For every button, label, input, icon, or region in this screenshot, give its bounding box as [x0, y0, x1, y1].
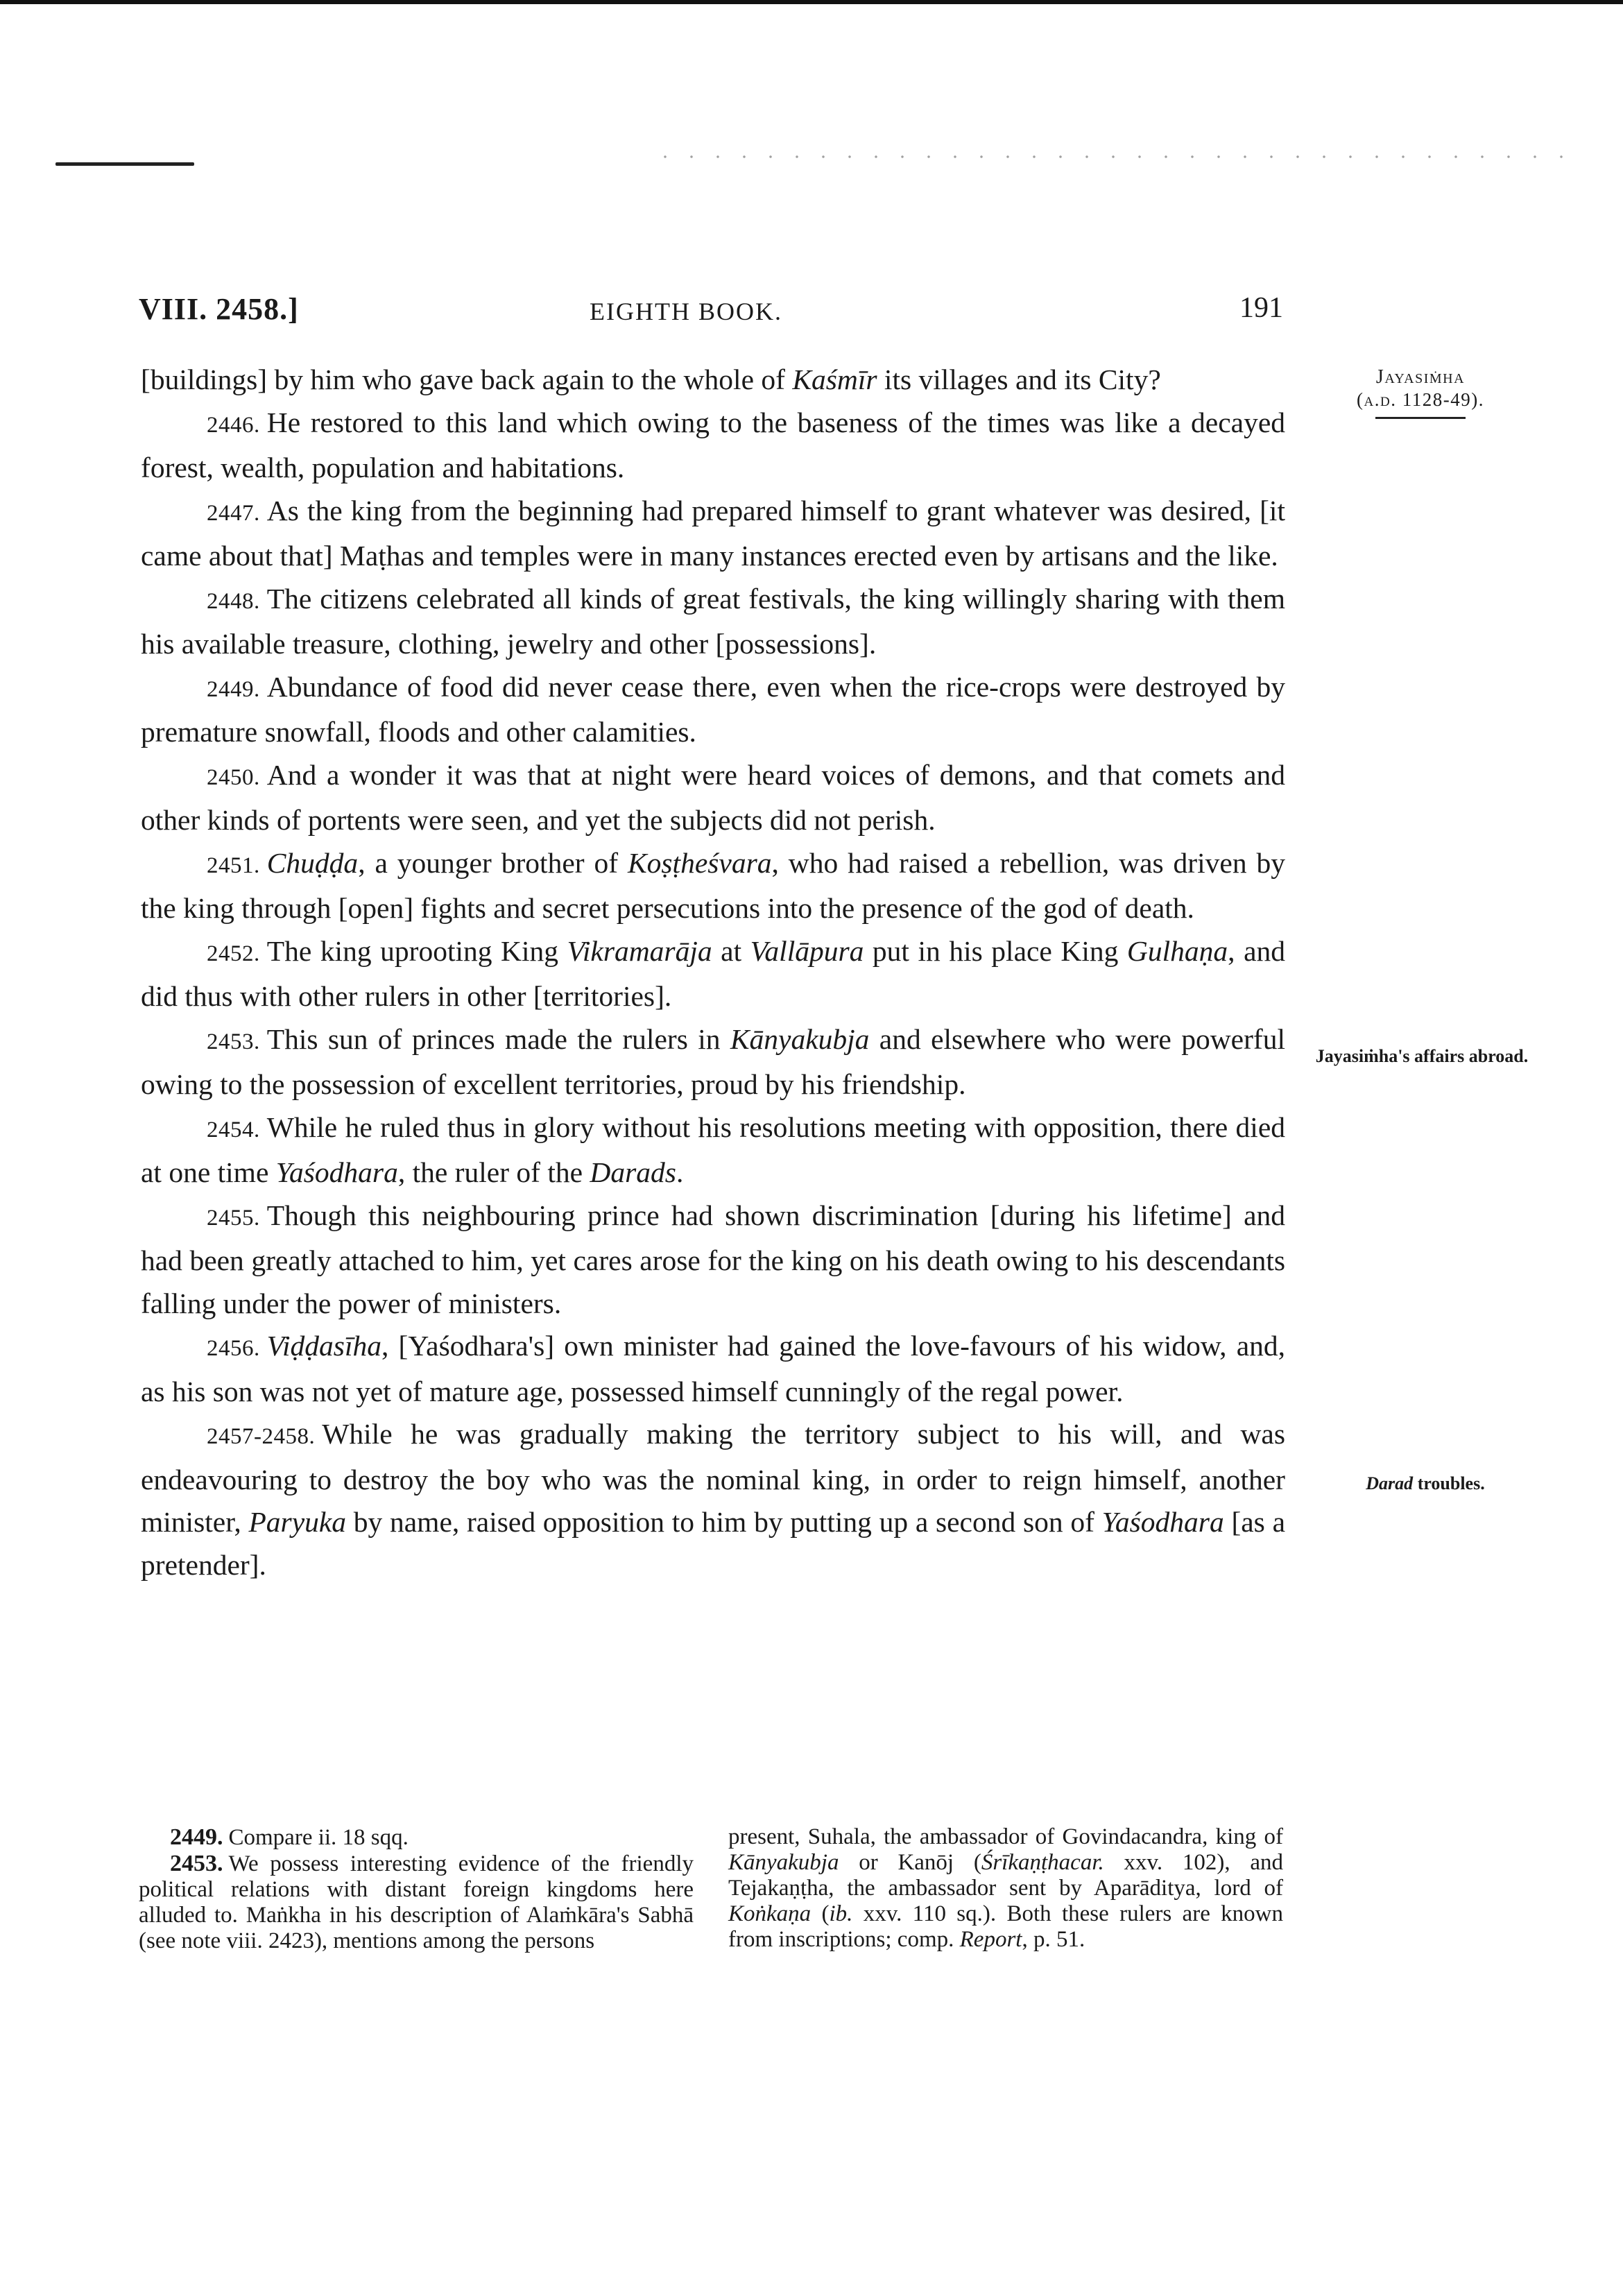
footnote-number: 2453.: [170, 1851, 223, 1876]
text-run: .: [676, 1156, 684, 1188]
footnote: [139, 1851, 694, 1954]
italic-term: Kānyakubja: [728, 1850, 839, 1875]
footnote: [728, 1824, 1283, 1953]
section-reference: VIII. 2458.]: [139, 292, 299, 326]
footnote-number: 2449.: [170, 1824, 223, 1850]
italic-term: Gulhaṇa: [1126, 934, 1228, 967]
margin-note-title: Jayasiṁha: [1375, 366, 1466, 388]
paragraph: [141, 1325, 1285, 1413]
text-run: put in his place King: [864, 934, 1127, 967]
footnotes: [139, 1824, 1290, 2005]
paragraph: [141, 666, 1285, 754]
text-run: As the king from the beginning had prepared himself to grant whatever was desired, [it came about that] Maṭhas and temples were in many instances erected even by artisans and the like.: [141, 494, 1285, 572]
italic-term: Śrīkaṇṭhacar.: [981, 1850, 1104, 1875]
text-run: , who had raised a rebellion, was driven by the king through [open] fights and secret persecutions into the presence of the god of death.: [141, 846, 1285, 924]
italic-term: Koṣṭheśvara: [627, 846, 772, 879]
text-run: xxv. 102), and Tejakaṇṭha, the ambassador sent by Aparāditya, lord of: [728, 1850, 1283, 1901]
text-run: And a wonder it was that at night were heard voices of demons, and that comets and other kinds of portents were seen, and yet the subjects did not perish.: [141, 758, 1285, 836]
text-run: , and did thus with other rulers in other [territories].: [141, 934, 1286, 1012]
text-run: , a younger brother of: [358, 846, 628, 879]
italic-term: Darads: [590, 1156, 676, 1188]
margin-note-darad-troubles: [1335, 1472, 1515, 1495]
text-run: While he ruled thus in glory without his resolutions meeting with opposition, there died at one time: [141, 1111, 1285, 1188]
stray-ink-mark: [55, 162, 194, 166]
text-run: at: [712, 934, 750, 967]
verse-number: 2451.: [207, 853, 260, 878]
book-title: EIGHTH BOOK.: [590, 298, 782, 325]
text-run: Abundance of food did never cease there, even when the rice-crops were destroyed by premature snowfall, floods and other calamities.: [141, 670, 1285, 748]
text-run: He restored to this land which owing to the baseness of the times was like a decayed forest, wealth, population and habitations.: [141, 406, 1285, 483]
italic-term: Kaśmīr: [792, 363, 877, 395]
text-run: Compare ii. 18 sqq.: [228, 1825, 409, 1850]
paragraph: [141, 359, 1285, 402]
italic-term: Viḍḍasīha: [266, 1330, 381, 1362]
verse-number: 2449.: [207, 676, 260, 702]
paragraph: [141, 1413, 1285, 1586]
italic-term: Vallāpura: [750, 934, 864, 967]
italic-term: Koṅkaṇa: [728, 1901, 812, 1926]
verse-number: 2453.: [207, 1029, 260, 1054]
text-run: We possess interesting evidence of the friendly political relations with distant foreign kingdoms here alluded to. Maṅkha in his description of Alaṁkāra's Sabhā (see note viii. 2423), mentions among the persons: [139, 1851, 694, 1953]
paragraph: [141, 1106, 1285, 1194]
footnotes-left-column: [139, 1824, 694, 1954]
text-run: This sun of princes made the rulers in: [266, 1022, 730, 1055]
verse-number: 2447.: [207, 500, 260, 526]
verse-number: 2454.: [207, 1117, 260, 1142]
text-run: xxv. 110 sq.). Both these rulers are known from inscriptions; comp.: [728, 1901, 1283, 1952]
margin-note-dates: (a.d. 1128-49).: [1357, 389, 1484, 410]
text-run: its villages and its City?: [877, 363, 1161, 395]
text-run: The king uprooting King: [266, 934, 567, 967]
text-run: present, Suhala, the ambassador of Govindacandra, king of: [728, 1824, 1283, 1849]
paragraph: [141, 490, 1285, 578]
italic-term: Vikramarāja: [567, 934, 712, 967]
text-run: by name, raised opposition to him by putting up a second son of: [346, 1506, 1102, 1538]
text-run: [as a pretender].: [141, 1506, 1285, 1581]
verse-number: 2448.: [207, 588, 260, 614]
text-run: Though this neighbouring prince had shown discrimination [during his lifetime] and had been greatly attached to him, yet cares arose for the king on his death owing to his descendants falling under the power of ministers.: [141, 1199, 1285, 1319]
italic-term: ib.: [829, 1901, 853, 1926]
paragraph: [141, 842, 1285, 930]
margin-note-troubles: troubles.: [1413, 1473, 1485, 1493]
paragraph: [141, 1194, 1285, 1326]
margin-note-jayasimha: [1351, 366, 1490, 419]
text-run: and elsewhere who were powerful owing to the possession of excellent territories, proud by his friendship.: [141, 1022, 1285, 1100]
footnote: [139, 1824, 694, 1851]
margin-note-darad: Darad: [1366, 1473, 1414, 1493]
paragraph: [141, 578, 1285, 666]
text-run: , the ruler of the: [397, 1156, 590, 1188]
text-run: or Kanōj (: [839, 1850, 981, 1875]
page-number: 191: [1239, 292, 1283, 324]
italic-term: Kānyakubja: [730, 1022, 870, 1055]
scan-noise-dots: [652, 155, 1568, 158]
italic-term: Chuḍḍa: [266, 846, 359, 879]
verse-number: 2452.: [207, 941, 260, 966]
paragraph: [141, 402, 1285, 490]
text-run: While he was gradually making the territory subject to his will, and was endeavouring to destroy the boy who was the nominal king, in order to reign himself, another minister,: [141, 1418, 1285, 1538]
verse-number: 2457-2458.: [207, 1424, 316, 1449]
main-text: [141, 359, 1285, 1586]
paragraph: [141, 1018, 1285, 1106]
margin-note-rule: [1375, 417, 1466, 419]
verse-number: 2446.: [207, 412, 260, 438]
verse-number: 2450.: [207, 764, 260, 790]
text-run: , p. 51.: [1022, 1927, 1085, 1952]
top-border: [0, 0, 1623, 4]
footnotes-right-column: [728, 1824, 1283, 1953]
italic-term: Paryuka: [248, 1506, 347, 1538]
italic-term: Yaśodhara: [275, 1156, 398, 1188]
italic-term: Report: [959, 1927, 1022, 1952]
verse-number: 2455.: [207, 1205, 260, 1231]
margin-note-affairs-abroad: Jayasiṁha's affairs abroad.: [1315, 1046, 1529, 1066]
italic-term: Yaśodhara: [1101, 1506, 1224, 1538]
text-run: The citizens celebrated all kinds of great festivals, the king willingly sharing with them his available treasure, clothing, jewelry and other [possessions].: [141, 582, 1285, 660]
paragraph: [141, 754, 1285, 842]
text-run: (: [811, 1901, 830, 1926]
text-run: , [Yaśodhara's] own minister had gained the love-favours of his widow, and, as his son was not yet of mature age, possessed himself cunningly of the regal power.: [141, 1330, 1285, 1407]
running-head: [139, 291, 1283, 333]
text-run: [buildings] by him who gave back again to the whole of: [141, 363, 793, 395]
paragraph: [141, 930, 1285, 1018]
verse-number: 2456.: [207, 1336, 260, 1361]
